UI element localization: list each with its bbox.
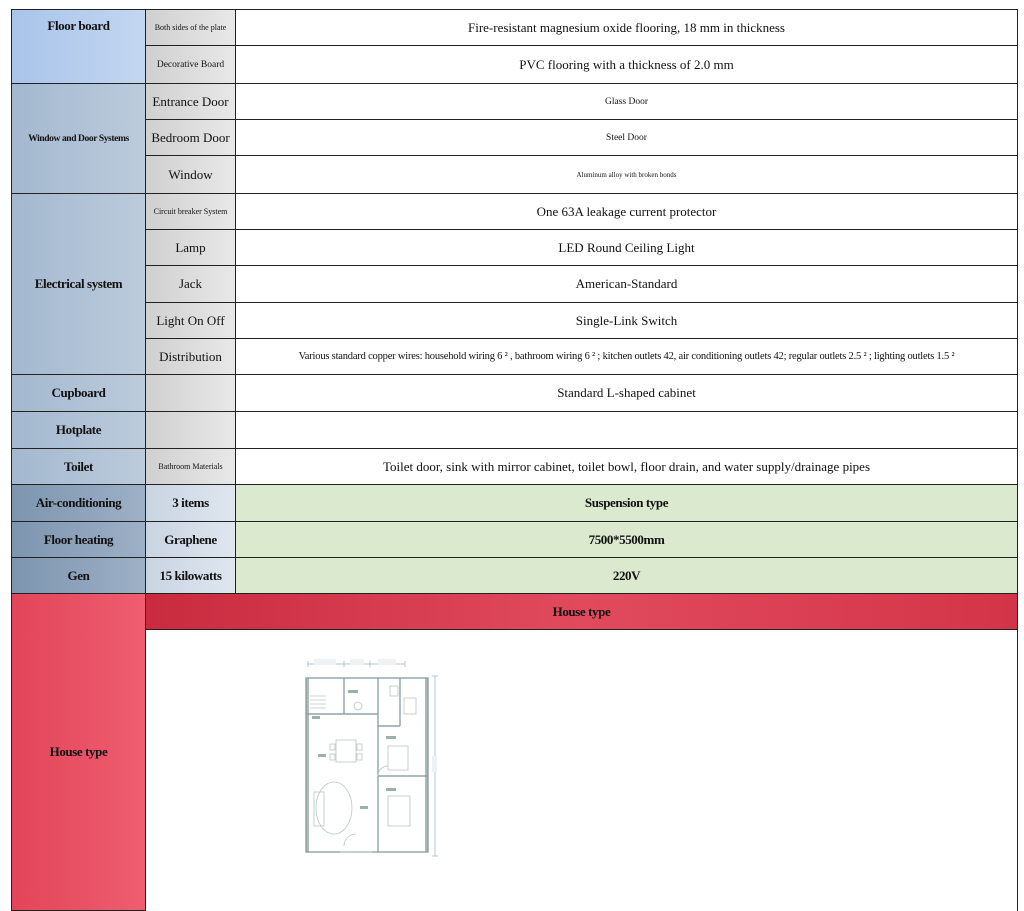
value-air-conditioning: Suspension type (235, 484, 1018, 522)
sub-toilet: Bathroom Materials (145, 448, 236, 485)
sub-circuit-breaker: Circuit breaker System (145, 193, 236, 230)
value-light-switch: Single-Link Switch (235, 302, 1018, 339)
value-hotplate (235, 411, 1018, 449)
value-jack: American-Standard (235, 265, 1018, 303)
sub-floor-heating: Graphene (145, 521, 236, 558)
house-type-header: House type (145, 593, 1018, 630)
value-floor-heating: 7500*5500mm (235, 521, 1018, 558)
sub-jack: Jack (145, 265, 236, 303)
value-toilet: Toilet door, sink with mirror cabinet, toilet bowl, floor drain, and water supply/drainage pipes (235, 448, 1018, 485)
value-cupboard: Standard L-shaped cabinet (235, 374, 1018, 412)
sub-gen: 15 kilowatts (145, 557, 236, 594)
sub-distribution: Distribution (145, 338, 236, 375)
value-both-sides: Fire-resistant magnesium oxide flooring, 18 mm in thickness (235, 9, 1018, 46)
sub-both-sides: Both sides of the plate (145, 9, 236, 46)
value-gen: 220V (235, 557, 1018, 594)
value-bedroom-door: Steel Door (235, 119, 1018, 156)
sub-lamp: Lamp (145, 229, 236, 266)
category-house-type: House type (11, 593, 146, 911)
house-type-plan-area (145, 629, 1018, 911)
category-air-conditioning: Air-conditioning (11, 484, 146, 522)
sub-hotplate (145, 411, 236, 449)
sub-air-conditioning: 3 items (145, 484, 236, 522)
category-cupboard: Cupboard (11, 374, 146, 412)
value-circuit-breaker: One 63A leakage current protector (235, 193, 1018, 230)
category-electrical: Electrical system (11, 193, 146, 375)
floor-plan-image (300, 656, 442, 862)
category-floor-heating: Floor heating (11, 521, 146, 558)
value-window: Aluminum alloy with broken bonds (235, 155, 1018, 194)
sub-bedroom-door: Bedroom Door (145, 119, 236, 156)
sub-light-switch: Light On Off (145, 302, 236, 339)
category-window-door: Window and Door Systems (11, 83, 146, 194)
sub-window: Window (145, 155, 236, 194)
sub-cupboard (145, 374, 236, 412)
category-gen: Gen (11, 557, 146, 594)
category-floor-board: Floor board (11, 9, 146, 84)
sub-entrance-door: Entrance Door (145, 83, 236, 120)
value-entrance-door: Glass Door (235, 83, 1018, 120)
value-lamp: LED Round Ceiling Light (235, 229, 1018, 266)
category-toilet: Toilet (11, 448, 146, 485)
value-distribution: Various standard copper wires: household wiring 6 ² , bathroom wiring 6 ² ; kitchen outlets 42, air conditioning outlets 42; regular outlets 2.5 ² ; lighting outlets 1.5 ² (235, 338, 1018, 375)
value-decorative-board: PVC flooring with a thickness of 2.0 mm (235, 45, 1018, 84)
sub-decorative-board: Decorative Board (145, 45, 236, 84)
category-hotplate: Hotplate (11, 411, 146, 449)
